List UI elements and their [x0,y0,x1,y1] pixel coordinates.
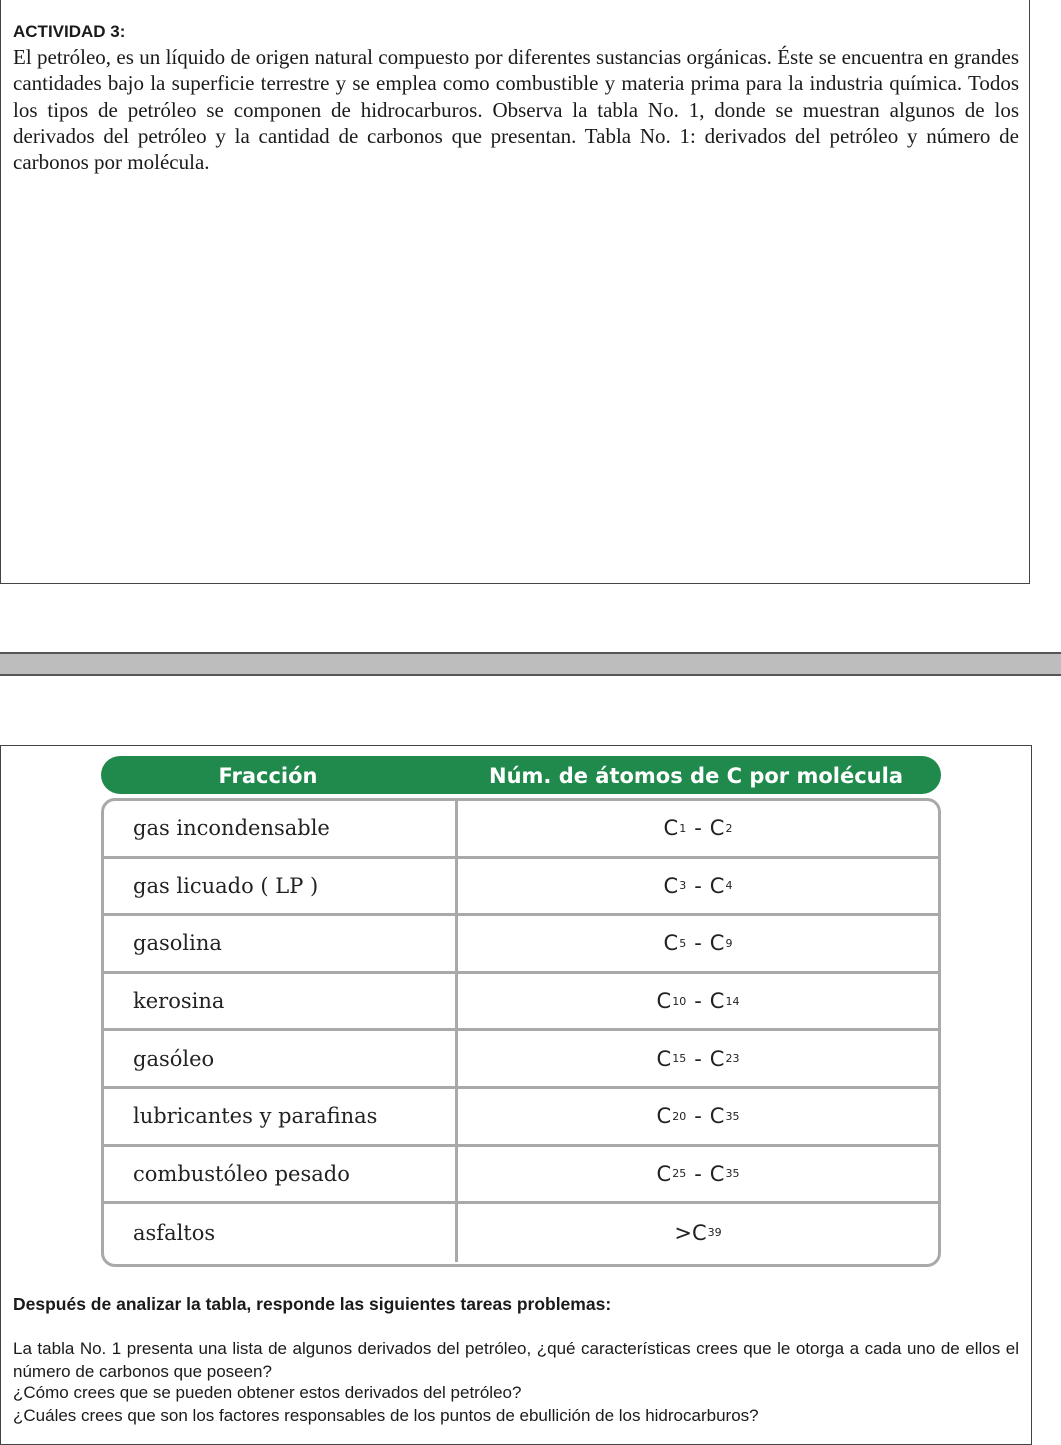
fraction-cell: lubricantes y parafinas [104,1089,458,1144]
fraction-cell: gas licuado ( LP ) [104,859,458,914]
derivatives-table [101,798,941,1267]
table-header [101,756,941,794]
fraction-cell: gasóleo [104,1031,458,1086]
table-row [104,1031,938,1089]
carbon-range-cell: C 25 - C 35 [656,1161,740,1186]
carbon-range-cell: C 15 - C 23 [656,1046,740,1071]
question-3: ¿Cuáles crees que son los factores responsables de los puntos de ebullición de los hidrocarburos? [13,1406,759,1425]
activity-intro: El petróleo, es un líquido de origen natural compuesto por diferentes sustancias orgánicas. Éste se encuentra en grandes cantidades bajo la superficie terrestre y se emplea como combustible y materia prima para la industria química. Todos los tipos de petróleo se componen de hidrocarburos. Observa la tabla No. 1, donde se muestran algunos de los derivados del petróleo y la cantidad de carbonos que presentan. Tabla No. 1: derivados del petróleo y número de carbonos por molécula. [13,45,1019,175]
table-row [104,974,938,1032]
carbon-range-cell: C 3 - C 4 [663,873,733,898]
table-row [104,916,938,974]
carbon-range-cell: C 10 - C 14 [656,989,740,1014]
carbon-range-cell: C 20 - C 35 [656,1104,740,1129]
fraction-cell: kerosina [104,974,458,1029]
table-row [104,1204,938,1262]
header-carbons: Núm. de átomos de C por molécula [489,764,903,788]
question-2: ¿Cómo crees que se pueden obtener estos derivados del petróleo? [13,1383,522,1402]
fraction-cell: gas incondensable [104,801,458,856]
table-row [104,1147,938,1205]
header-fraction: Fracción [218,764,318,788]
questions-heading: Después de analizar la tabla, responde las siguientes tareas problemas: [13,1294,612,1314]
fraction-cell: asfaltos [104,1204,458,1262]
fraction-cell: gasolina [104,916,458,971]
carbon-range-cell: C 1 - C 2 [663,816,733,841]
question-1: La tabla No. 1 presenta una lista de algunos derivados del petróleo, ¿qué características crees que le otorga a cada uno de ellos el número de carbonos que poseen? [13,1339,1019,1381]
table-row [104,1089,938,1147]
carbon-range-cell: C 5 - C 9 [663,931,733,956]
fraction-cell: combustóleo pesado [104,1147,458,1202]
carbon-range-cell: > C 39 [674,1220,722,1245]
section-divider [0,652,1061,676]
table-row [104,801,938,859]
table-row [104,859,938,917]
activity-title: ACTIVIDAD 3: [13,22,126,41]
